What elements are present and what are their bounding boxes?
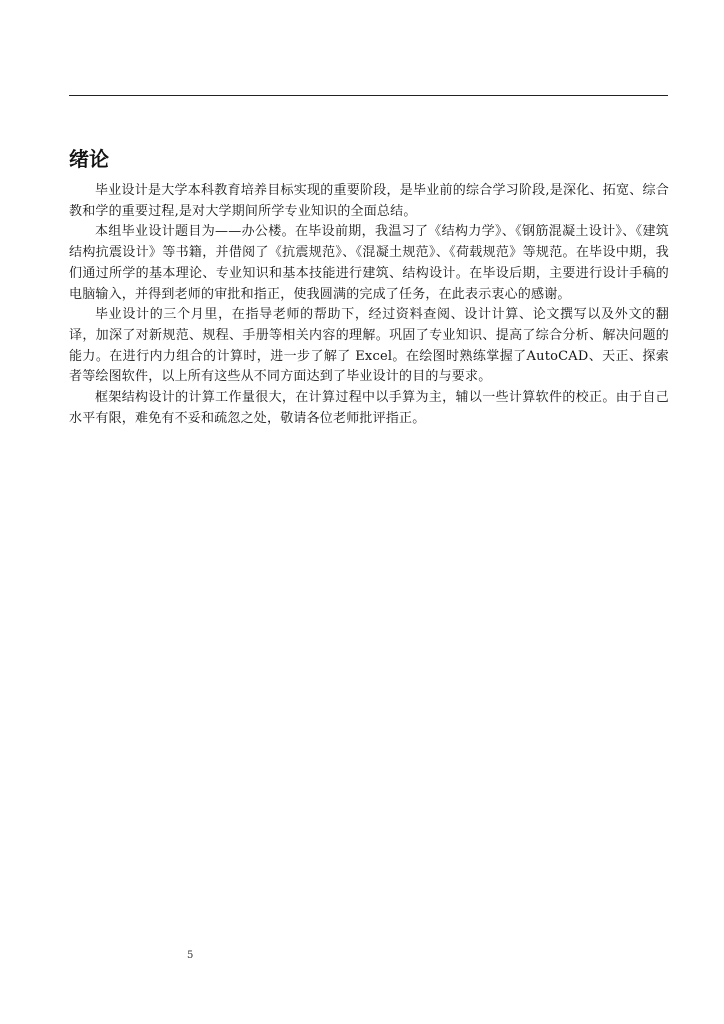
page-number: 5 <box>187 950 194 961</box>
paragraph-process: 本组毕业设计题目为——办公楼。在毕设前期，我温习了《结构力学》、《钢筋混凝土设计》、《建筑结构抗震设计》等书籍，并借阅了《抗震规范》、《混凝土规范》、《荷载规范》等规范。在毕设中期，我们通过所学的基本理论、专业知识和基本技能进行建筑、结构设计。在毕设后期，主要进行设计手稿的电脑输入，并得到老师的审批和指正，使我圆满的完成了任务，在此表示衷心的感谢。 <box>69 224 669 302</box>
body-text <box>69 181 669 429</box>
section-heading: 绪论 <box>69 147 109 171</box>
paragraph-learning: 毕业设计的三个月里，在指导老师的帮助下，经过资料查阅、设计计算、论文撰写以及外文的翻译，加深了对新规范、规程、手册等相关内容的理解。巩固了专业知识、提高了综合分析、解决问题的能力。在进行内力组合的计算时，进一步了解了 Excel。在绘图时熟练掌握了AutoCAD、天正、探索者等绘图软件，以上所有这些从不同方面达到了毕业设计的目的与要求。 <box>69 307 669 385</box>
paragraph-closing: 框架结构设计的计算工作量很大，在计算过程中以手算为主，辅以一些计算软件的校正。由于自己水平有限，难免有不妥和疏忽之处，敬请各位老师批评指正。 <box>69 390 669 426</box>
paragraph-intro: 毕业设计是大学本科教育培养目标实现的重要阶段，是毕业前的综合学习阶段,是深化、拓宽、综合教和学的重要过程,是对大学期间所学专业知识的全面总结。 <box>69 183 669 219</box>
header-rule <box>69 95 668 96</box>
